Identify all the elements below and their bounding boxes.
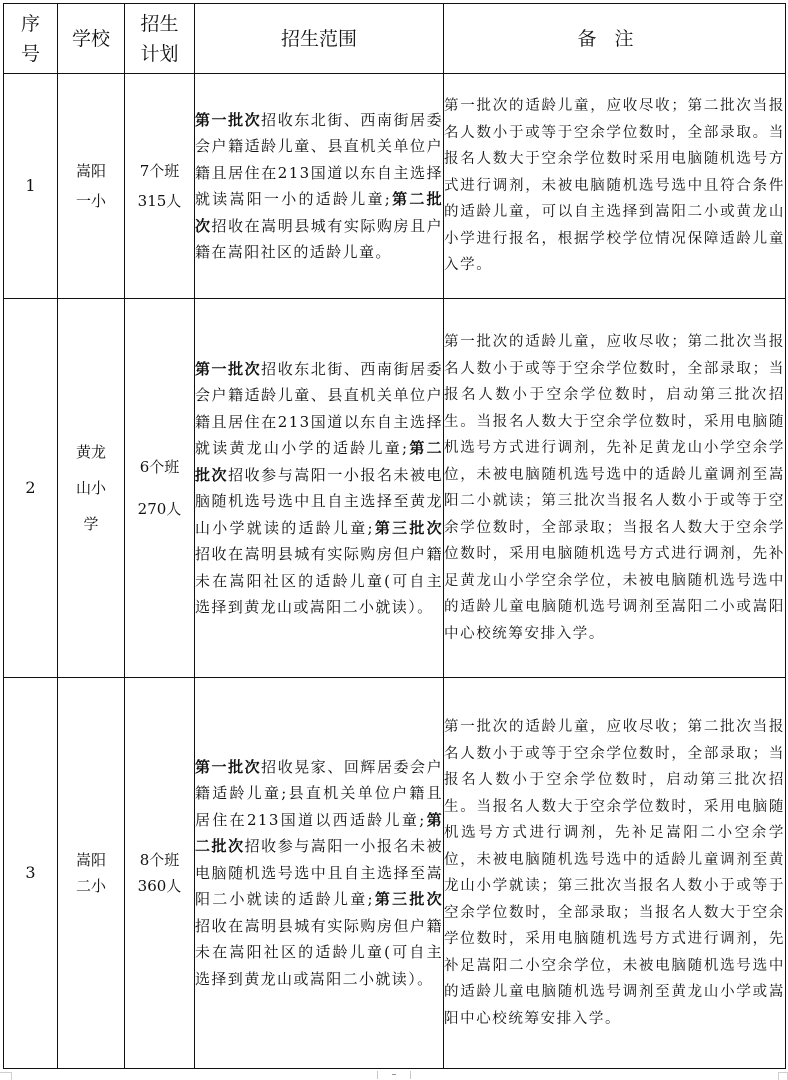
scope-text: 招收参与嵩阳一小报名未被电脑随机选号选中且自主选择至黄龙山小学就读的适龄儿童; — [195, 465, 443, 537]
table-insert-handle[interactable] — [377, 1071, 411, 1079]
batch-label: 第三批次 — [373, 890, 443, 909]
scope-text: 招收晃家、回辉居委会户籍适龄儿童;县直机关单位户籍且居住在213国道以西适龄儿童; — [195, 757, 443, 829]
row-school — [58, 74, 125, 299]
header-scope: 招生范围 — [195, 4, 444, 74]
header-school: 学校 — [58, 4, 125, 74]
plan-students: 315人 — [137, 192, 182, 210]
row-remarks: 第一批次的适龄儿童，应收尽收；第二批次当报名人数小于或等于空余学位数时，全部录取。当报名人数大于空余学位数时采用电脑随机选号方式进行调剂，未被电脑随机选号选中且符合条件的适龄儿童，可以自主选择到嵩阳二小或黄龙山小学进行报名，根据学校学位情况保障适龄儿童入学。 — [444, 74, 786, 299]
header-index — [4, 4, 58, 74]
scope-text: 招收在嵩明县城有实际购房且户籍在嵩阳社区的适龄儿童。 — [195, 216, 443, 261]
school-name-line1: 嵩阳 — [75, 851, 106, 869]
school-name-line3: 学 — [83, 515, 99, 533]
batch-label: 第一批次 — [195, 757, 262, 776]
row-scope — [195, 678, 444, 1069]
row-remarks: 第一批次的适龄儿童，应收尽收；第二批次当报名人数小于或等于空余学位数时，全部录取；当报名人数小于空余学位数时，启动第三批次招生。当报名人数大于空余学位数时，采用电脑随机选号方式进行调剂，先补足黄龙山小学空余学位，未被电脑随机选号选中的适龄儿童调剂至嵩阳二小就读；第三批次当报名人数小于或等于空余学位数时，全部录取；当报名人数大于空余学位数时，采用电脑随机选号方式进行调剂，先补足黄龙山小学空余学位，未被电脑随机选号选中的适龄儿童电脑随机选号调剂至嵩阳二小或嵩阳中心校统筹安排入学。 — [444, 299, 786, 678]
row-scope — [195, 299, 444, 678]
header-index-line1: 序 — [20, 12, 40, 35]
school-name-line2: 一小 — [75, 192, 106, 210]
row-index: 1 — [4, 74, 58, 299]
batch-label: 第一批次 — [195, 359, 262, 378]
row-plan — [125, 74, 195, 299]
table-row — [4, 678, 786, 1069]
row-index: 2 — [4, 299, 58, 678]
table-row — [4, 299, 786, 678]
row-plan — [125, 678, 195, 1069]
plan-classes: 8个班 — [139, 851, 180, 869]
school-name-line2: 山小 — [75, 479, 106, 497]
batch-label: 第二批次 — [195, 190, 443, 235]
table-row — [4, 74, 786, 299]
header-plan-line2: 计划 — [140, 42, 179, 65]
batch-label: 第一批次 — [195, 110, 262, 129]
row-scope — [195, 74, 444, 299]
enrollment-table — [3, 3, 786, 1069]
school-name-line2: 二小 — [75, 877, 106, 895]
scope-text: 招收参与嵩阳一小报名未被电脑随机选号选中且自主选择至嵩阳二小就读的适龄儿童; — [195, 837, 444, 909]
header-remarks: 备注 — [444, 4, 786, 74]
scope-text: 招收在嵩明县城有实际购房但户籍未在嵩阳社区的适龄儿童(可自主选择到黄龙山或嵩阳二小就读）。 — [195, 545, 443, 616]
plan-classes: 7个班 — [139, 162, 180, 180]
batch-label: 第三批次 — [373, 518, 443, 537]
header-row — [4, 4, 786, 74]
scope-text: 招收东北街、西南街居委会户籍适龄儿童、县直机关单位户籍且居住在213国道以东自主选择就读嵩阳一小的适龄儿童; — [195, 110, 443, 208]
row-index: 3 — [4, 678, 58, 1069]
row-school — [58, 678, 125, 1069]
batch-label: 第二批次 — [195, 439, 443, 484]
scope-text: 招收在嵩明县城有实际购房但户籍未在嵩阳社区的适龄儿童(可自主选择到黄龙山或嵩阳二小就读）。 — [195, 916, 443, 988]
school-name-line1: 嵩阳 — [75, 162, 106, 180]
scope-text: 招收东北街、西南街居委会户籍适龄儿童、县直机关单位户籍且居住在213国道以东自主选择就读黄龙山小学的适龄儿童; — [195, 359, 443, 457]
header-plan-line1: 招生 — [140, 12, 179, 35]
header-index-line2: 号 — [20, 42, 40, 65]
plan-students: 360人 — [137, 877, 182, 895]
plan-students: 270人 — [137, 500, 182, 518]
school-name-line1: 黄龙 — [75, 443, 106, 461]
batch-label: 第二批次 — [195, 810, 444, 856]
row-remarks: 第一批次的适龄儿童，应收尽收；第二批次当报名人数小于或等于空余学位数时，全部录取；当报名人数小于空余学位数时，启动第三批次招生。当报名人数大于空余学位数时，采用电脑随机选号方式进行调剂，先补足嵩阳二小空余学位，未被电脑随机选号选中的适龄儿童调剂至黄龙山小学就读；第三批次当报名人数小于或等于空余学位数时，全部录取；当报名人数大于空余学位数时，采用电脑随机选号方式进行调剂，先补足嵩阳二小空余学位，未被电脑随机选号选中的适龄儿童电脑随机选号调剂至黄龙山小学或嵩阳中心校统筹安排入学。 — [444, 678, 786, 1069]
plan-classes: 6个班 — [139, 458, 180, 476]
row-school — [58, 299, 125, 678]
header-plan — [125, 4, 195, 74]
row-plan — [125, 299, 195, 678]
